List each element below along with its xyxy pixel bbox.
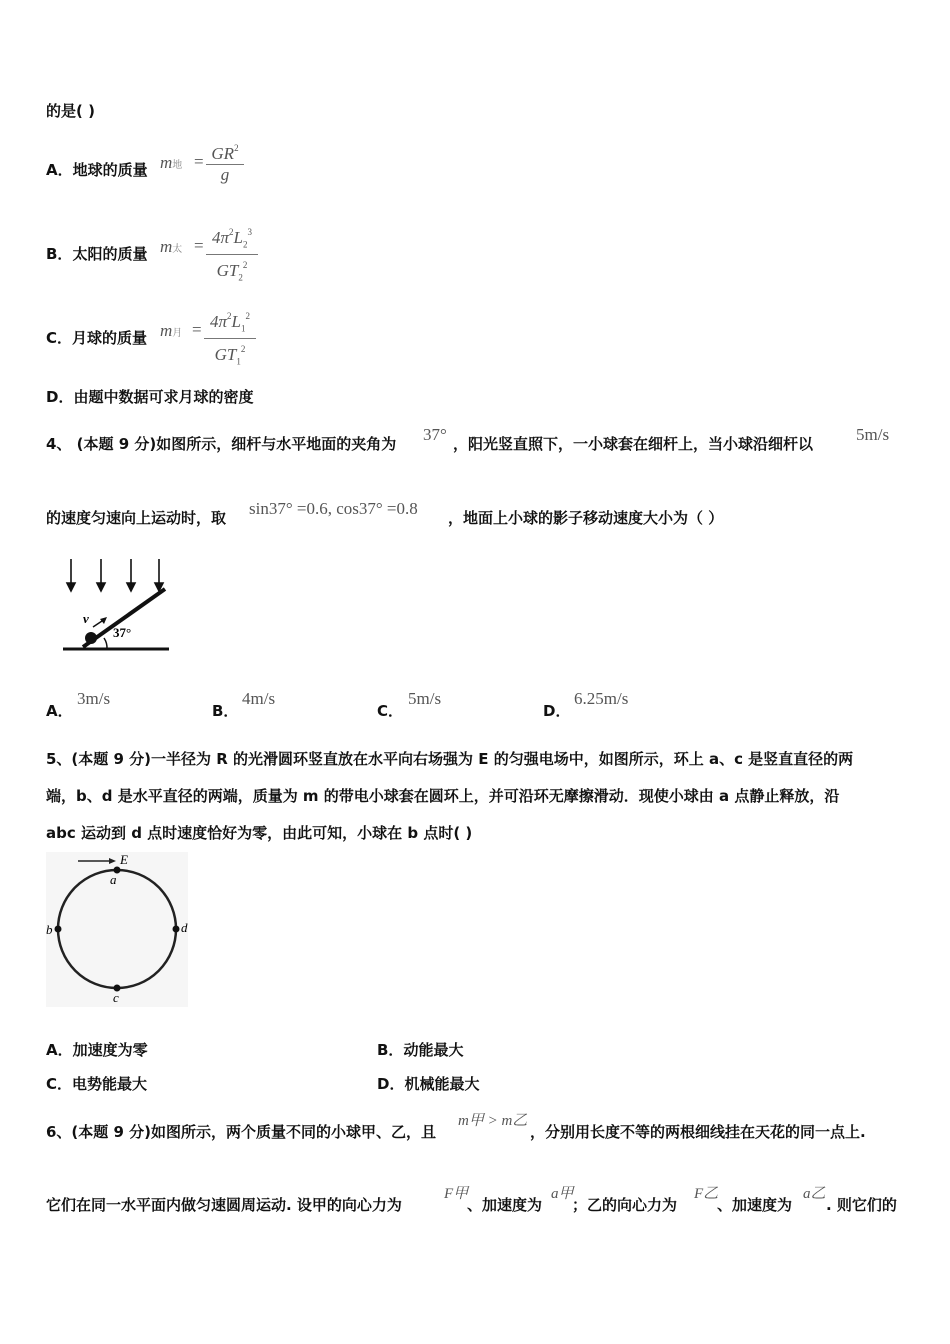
option-text: 月球的质量: [72, 329, 148, 347]
option-label: A．: [46, 702, 73, 720]
q3-option-d[interactable]: [46, 390, 253, 405]
q4-option-a[interactable]: [46, 704, 73, 719]
option-label: C．: [46, 1075, 73, 1093]
q3-a-formula: $GR^2$ g: [206, 138, 244, 185]
q4-trig-values: sin37° =0.6, cos37° =0.8: [249, 499, 418, 518]
q5-option-b[interactable]: [377, 1043, 463, 1058]
q6-a-jia: a甲: [551, 1186, 574, 1202]
q3-option-a[interactable]: [46, 163, 148, 178]
option-text: 由题中数据可求月球的密度: [73, 388, 254, 406]
c-label: c: [113, 990, 119, 1005]
option-label: A．: [46, 1041, 73, 1059]
q5-option-d[interactable]: [377, 1077, 479, 1092]
option-label: D．: [46, 388, 74, 406]
option-text: 地球的质量: [72, 161, 148, 179]
point-b: [55, 926, 62, 933]
option-text: 机械能最大: [404, 1075, 480, 1093]
q3-b-var: m太: [160, 237, 183, 256]
e-label: E: [120, 852, 128, 867]
q4-option-b[interactable]: [212, 704, 238, 719]
q6-line1-end: ，分别用长度不等的两根细线挂在天花的同一点上.: [530, 1123, 866, 1141]
option-label: B．: [212, 702, 239, 720]
point-d: [173, 926, 180, 933]
q3-a-var: m地: [160, 153, 183, 172]
option-label: C．: [46, 329, 73, 347]
q4-text-prefix: 4、 (本题 9 分)如图所示，细杆与水平地面的夹角为: [46, 435, 397, 453]
q6-line2-e: . 则它们的: [826, 1196, 897, 1214]
q5-line1: 5、(本题 9 分)一半径为 R 的光滑圆环竖直放在水平向右场强为 E 的匀强电场中，如图所示，环上 a、c 是竖直直径的两: [46, 750, 854, 768]
q4-option-d-value: 6.25m/s: [574, 689, 629, 708]
sunlight-arrows: [67, 559, 163, 591]
q3-option-c[interactable]: [46, 331, 147, 346]
b-label: b: [46, 922, 53, 937]
q6-F-yi: F乙: [694, 1186, 719, 1202]
option-label: B．: [377, 1041, 404, 1059]
option-label: C．: [377, 702, 404, 720]
option-label: D．: [377, 1075, 405, 1093]
q5-line3: abc 运动到 d 点时速度恰好为零，由此可知，小球在 b 点时( ): [46, 824, 473, 842]
ball: [85, 632, 97, 644]
q4-line2-end: ，地面上小球的影子移动速度大小为（ ）: [448, 509, 724, 527]
q4-option-a-value: 3m/s: [77, 689, 111, 708]
q5-line2: 端，b、d 是水平直径的两端，质量为 m 的带电小球套在圆环上，并可沿环无摩擦滑动．现使小球由 a 点静止释放，沿: [46, 787, 840, 805]
equals-sign: =: [194, 236, 204, 255]
option-text: 电势能最大: [72, 1075, 148, 1093]
option-label: B．: [46, 245, 73, 263]
q6-a-yi: a乙: [803, 1186, 826, 1202]
q6-F-jia: F甲: [444, 1186, 469, 1202]
q6-line1-start: 6、(本题 9 分)如图所示，两个质量不同的小球甲、乙，且: [46, 1123, 437, 1141]
q3-b-formula: $4\pi^2L_2^3$ $GT_2^2$: [206, 222, 258, 288]
equals-sign: =: [194, 152, 204, 171]
q4-speed: 5m/s: [856, 425, 890, 444]
q4-option-d[interactable]: [543, 704, 570, 719]
q5-option-c[interactable]: [46, 1077, 147, 1092]
v-label: v: [83, 611, 89, 626]
q4-option-b-value: 4m/s: [242, 689, 276, 708]
angle-arc: [104, 638, 107, 649]
q5-option-a[interactable]: [46, 1043, 148, 1058]
option-text: 太阳的质量: [72, 245, 148, 263]
q6-line2-b: 、加速度为: [467, 1196, 543, 1214]
option-label: A．: [46, 161, 73, 179]
option-text: 动能最大: [403, 1041, 464, 1059]
q6-mass-condition: m甲 > m乙: [458, 1113, 528, 1129]
equals-sign: =: [192, 320, 202, 339]
angle-label: 37°: [113, 625, 132, 640]
q3-stem-end: 的是( ): [46, 102, 95, 120]
q3-c-var: m月: [160, 321, 183, 340]
q6-line2-a: 它们在同一水平面内做匀速圆周运动. 设甲的向心力为: [46, 1196, 402, 1214]
d-label: d: [181, 920, 188, 935]
q6-line2-c: ；乙的向心力为: [572, 1196, 678, 1214]
a-label: a: [110, 872, 117, 887]
q3-c-formula: $4\pi^2L_1^2$ $GT_1^2$: [204, 306, 256, 372]
q4-angle: 37°: [423, 425, 447, 444]
q3-option-b[interactable]: [46, 247, 147, 262]
option-text: 加速度为零: [72, 1041, 148, 1059]
q4-figure: [55, 553, 180, 663]
q5-figure: [46, 852, 188, 1007]
q4-option-c[interactable]: [377, 704, 403, 719]
q6-line2-d: 、加速度为: [717, 1196, 793, 1214]
q4-option-c-value: 5m/s: [408, 689, 442, 708]
q4-text-mid: ，阳光竖直照下，一小球套在细杆上，当小球沿细杆以: [453, 435, 814, 453]
option-label: D．: [543, 702, 571, 720]
q4-line2-start: 的速度匀速向上运动时，取: [46, 509, 227, 527]
